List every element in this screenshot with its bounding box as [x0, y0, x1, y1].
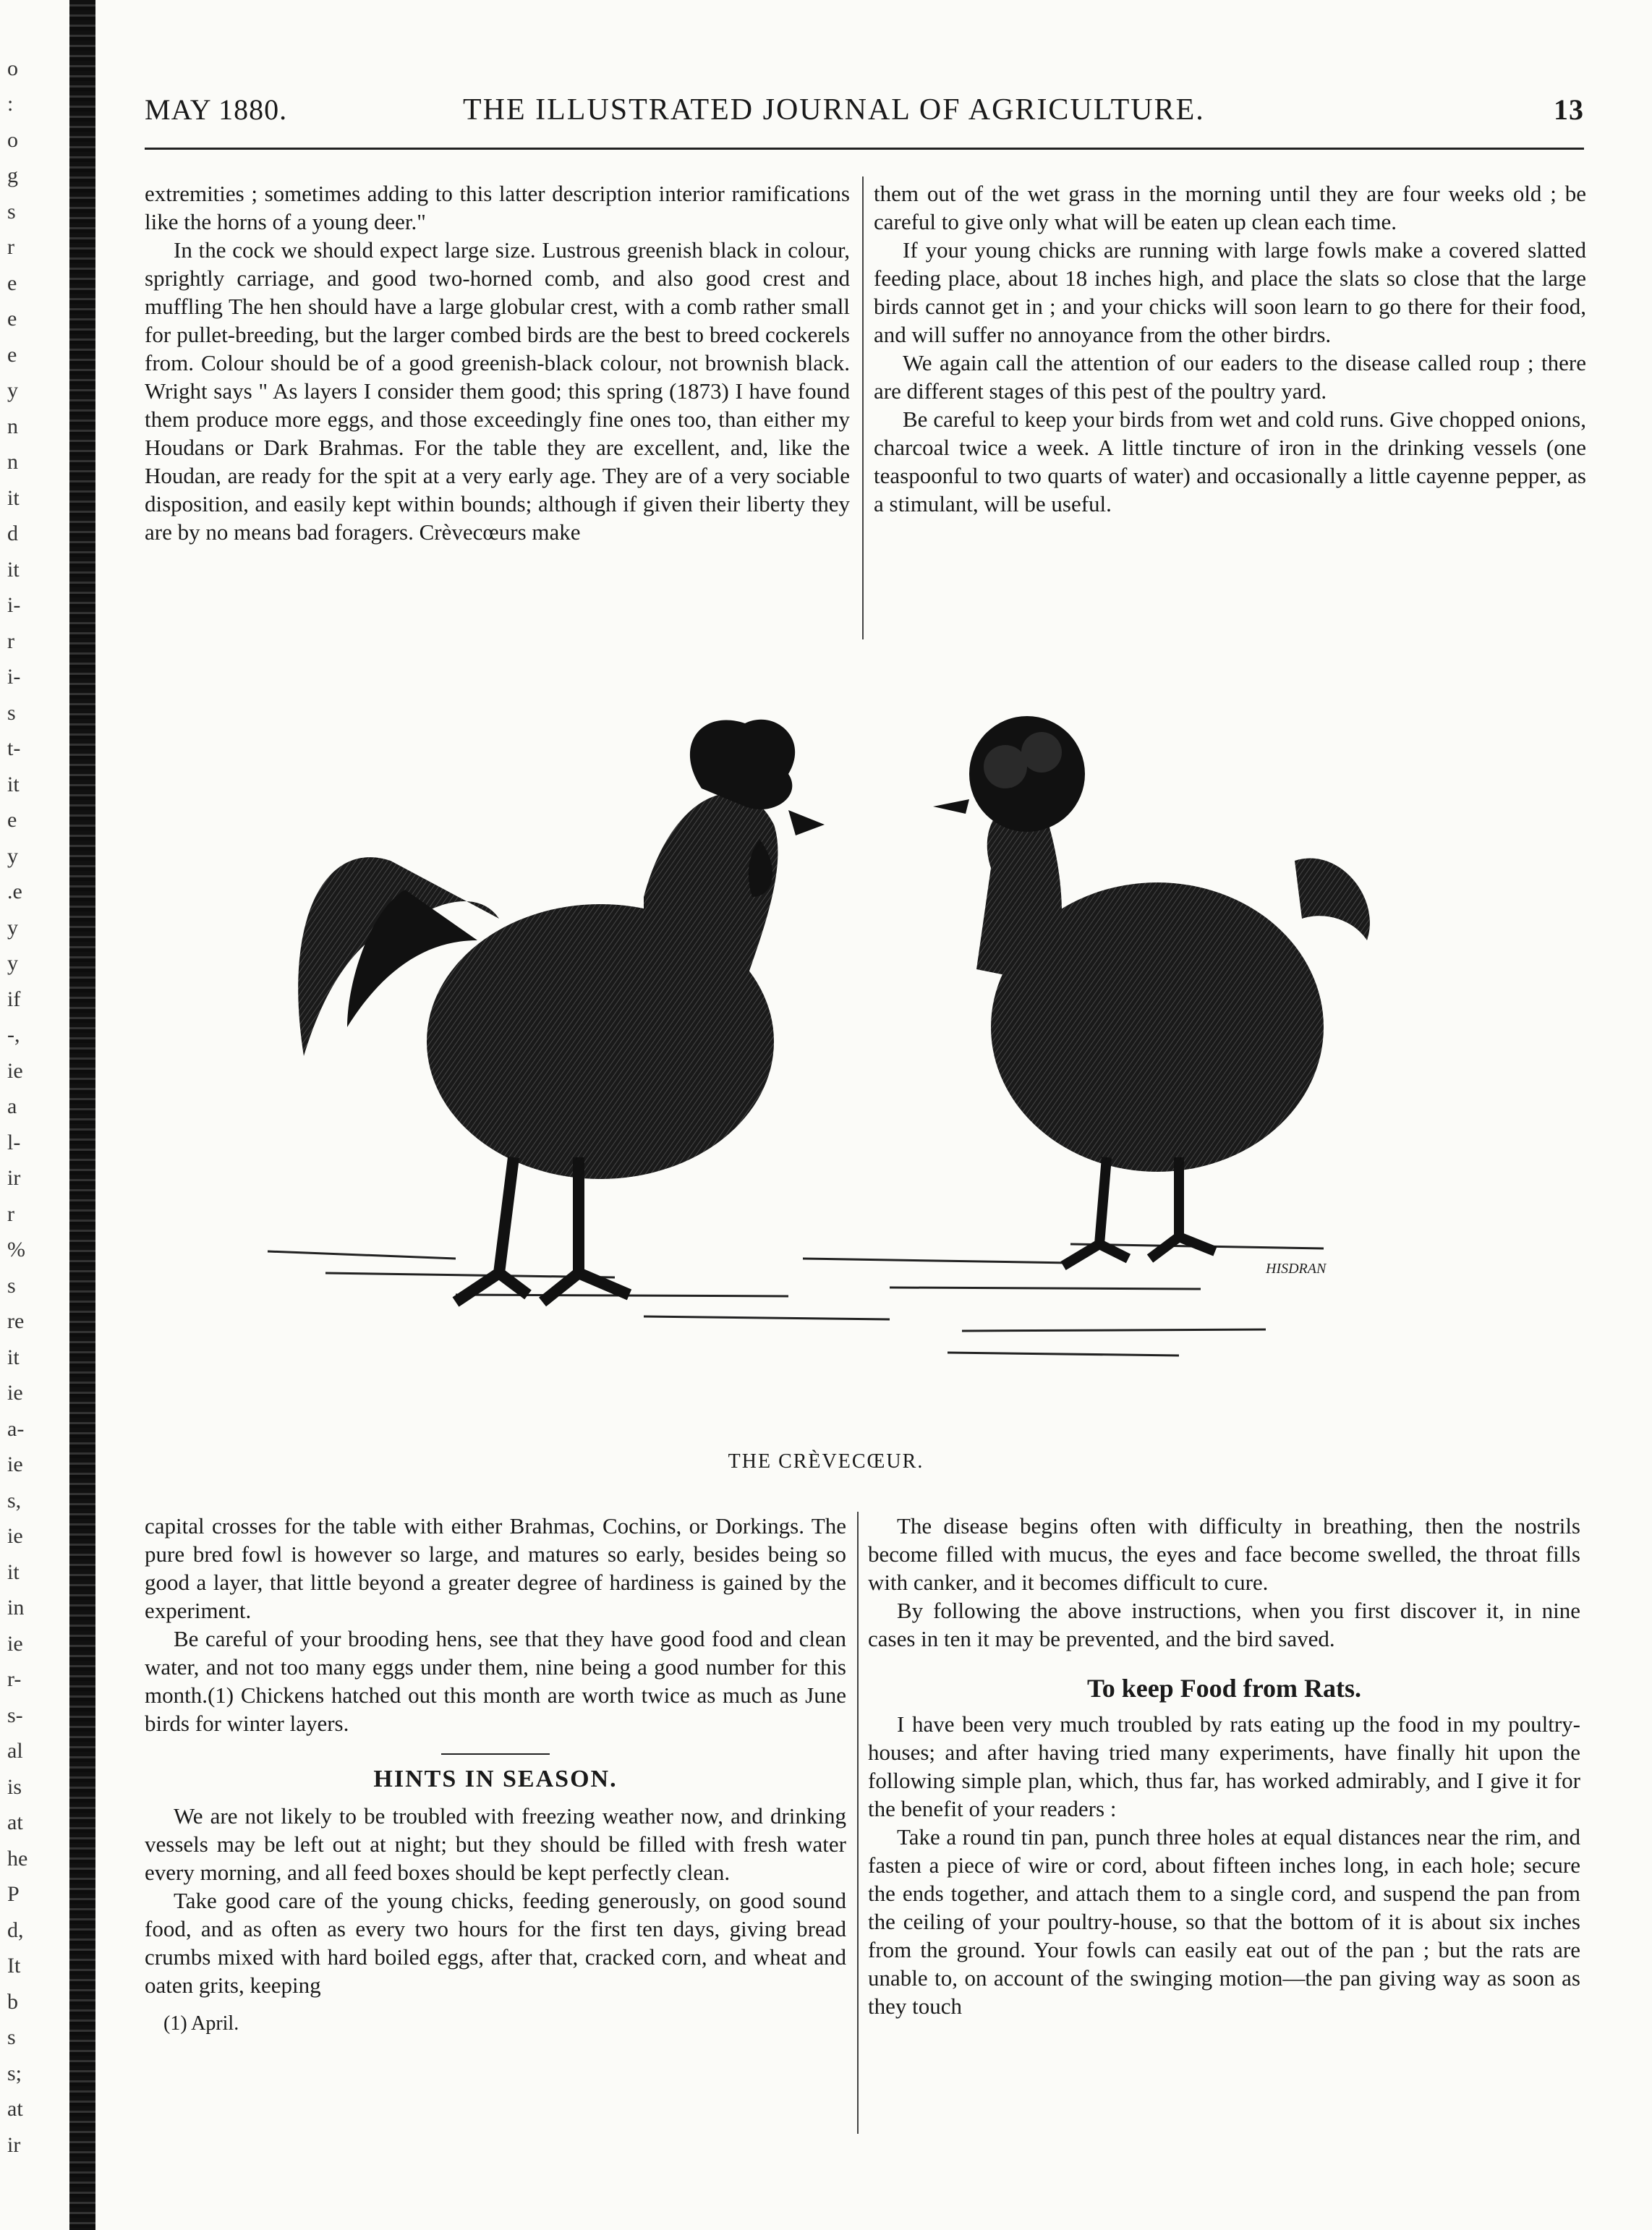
- column-divider: [857, 1512, 859, 2134]
- binding-fragment: %: [7, 1238, 25, 1262]
- binding-fragment: it: [7, 1345, 20, 1369]
- binding-fragment: d: [7, 522, 18, 546]
- binding-fragment: is: [7, 1774, 22, 1799]
- paragraph: I have been very much troubled by rats eating up the food in my poultry-houses; and after having tried many experiments, have finally hit upon the following simple plan, which, thus far, has worked admirably, and I give it for the benefit of your readers :: [868, 1711, 1580, 1821]
- binding-fragment: o: [7, 127, 18, 152]
- binding-fragment: y: [7, 843, 18, 868]
- section-rule: [441, 1753, 550, 1755]
- top-left-column: [145, 179, 850, 546]
- engraver-signature: HISDRAN: [1266, 1261, 1327, 1277]
- binding-fragment: at: [7, 2097, 23, 2122]
- binding-fragment: s: [7, 1273, 16, 1298]
- binding-fragment: e: [7, 271, 17, 295]
- binding-fragment: ir: [7, 2132, 21, 2157]
- journal-title: THE ILLUSTRATED JOURNAL OF AGRICULTURE.: [463, 93, 1205, 127]
- binding-fragment: if: [7, 987, 21, 1011]
- binding-fragment: It: [7, 1954, 21, 1978]
- paragraph: Take a round tin pan, punch three holes at equal distances near the rim, and fasten a piece of wire or cord, about fifteen inches long, in each hole; secure the ends together, and attach them to a single cord, and suspend the pan from the ceiling of your poultry-house, so that the bottom of it is about six inches from the ground. Your fowls can easily eat out of the pan ; but the rats are unable to, on account of the swinging motion—the pan giving way as soon as they touch: [868, 1824, 1580, 2019]
- binding-fragment: a: [7, 1094, 17, 1119]
- binding-fragment: P: [7, 1882, 20, 1907]
- binding-fragment: n: [7, 414, 18, 438]
- binding-fragment: it: [7, 772, 20, 796]
- binding-fragment: ie: [7, 1452, 23, 1477]
- binding-fragment: r: [7, 235, 14, 260]
- binding-fragment: t-: [7, 736, 21, 761]
- binding-fragment: s: [7, 2025, 16, 2050]
- page-number: 13: [1554, 93, 1584, 126]
- ground-hatching: [268, 1244, 1324, 1356]
- binding-fragment: .e: [7, 880, 22, 904]
- binding-fragment: r: [7, 1201, 14, 1226]
- running-header: [145, 93, 1584, 136]
- paragraph: In the cock we should expect large size. Lustrous greenish black in colour, sprightly carriage, and good two-horned comb, and also good crest and muffling The hen should have a large globular crest, with a comb rather small for pullet-breeding, but the larger combed birds are the best to breed cockerels from. Colour should be of a good greenish-black colour, not brownish black. Wright says " As layers I consider them good; this spring (1873) I have found them produce more eggs, and those exceedingly fine ones too, than either my Houdans or Dark Brahmas. For the table they are excellent, and, like the Houdan, are ready for the spit at a very early age. They are of a very sociable disposition, and easily kept within bounds; although if given their liberty they are by no means bad foragers. Crèvecœurs make: [145, 237, 850, 545]
- bottom-right-column: [868, 1512, 1580, 2020]
- binding-fragment: ie: [7, 1631, 23, 1656]
- section-heading-rats: To keep Food from Rats.: [1086, 1674, 1362, 1703]
- binding-fragment: e: [7, 342, 17, 367]
- binding-fragment: y: [7, 378, 18, 403]
- bottom-left-column: [145, 1512, 846, 2038]
- paragraph: We again call the attention of our eaders to the disease called roup ; there are different stages of this pest of the poultry yard.: [874, 350, 1586, 404]
- binding-fragment: in: [7, 1596, 25, 1620]
- binding-fragment: o: [7, 56, 18, 80]
- binding-fragment: i-: [7, 665, 21, 689]
- paragraph: Be careful to keep your birds from wet and cold runs. Give chopped onions, charcoal twice a week. A little tincture of iron in the drinking vessels (one teaspoonful to two quarts of water) and occasionally a little cayenne pepper, as a stimulant, will be useful.: [874, 407, 1586, 516]
- binding-fragment: re: [7, 1309, 25, 1334]
- header-rule: [145, 148, 1584, 150]
- binding-fragment: ie: [7, 1381, 23, 1405]
- rooster-and-hen-engraving: [239, 680, 1468, 1425]
- paragraph: By following the above instructions, when you first discover it, in nine cases in ten it may be prevented, and the bird saved.: [868, 1598, 1580, 1651]
- binding-fragment: g: [7, 163, 18, 188]
- paragraph: them out of the wet grass in the morning until they are four weeks old ; be careful to give only what will be eaten up clean each time.: [874, 181, 1586, 234]
- crevecoeur-illustration: [239, 680, 1468, 1425]
- hen-figure: [933, 716, 1370, 1266]
- column-divider: [862, 176, 864, 639]
- binding-fragment: e: [7, 808, 17, 833]
- paragraph: If your young chicks are running with large fowls make a covered slatted feeding place, about 18 inches high, and place the slats so close that the large birds cannot get in ; and your chicks will soon learn to go there for their food, and will suffer no annoyance from the other birdrs.: [874, 237, 1586, 347]
- paragraph: Take good care of the young chicks, feeding generously, on good sound food, and as often as every two hours for the first ten days, giving bread crumbs mixed with hard boiled eggs, after that, cracked corn, and wheat and oaten grits, keeping: [145, 1888, 846, 1998]
- binding-fragment: al: [7, 1739, 23, 1763]
- binding-fragment: -,: [7, 1023, 20, 1047]
- paragraph: extremities ; sometimes adding to this latter description interior ramifications like the horns of a young deer.": [145, 181, 850, 234]
- binding-fragment: l-: [7, 1130, 21, 1154]
- binding-fragment: s;: [7, 2061, 22, 2085]
- binding-fragment: it: [7, 1559, 20, 1584]
- binding-fragment: ie: [7, 1058, 23, 1083]
- binding-fragment: y: [7, 951, 18, 976]
- section-heading-hints-in-season: HINTS IN SEASON.: [373, 1766, 618, 1792]
- rooster-figure: [298, 720, 825, 1302]
- binding-fragment: at: [7, 1810, 23, 1835]
- binding-fragment: he: [7, 1846, 28, 1871]
- binding-fragment: r-: [7, 1667, 22, 1692]
- footnote: (1) April.: [163, 2012, 239, 2035]
- binding-fragment: it: [7, 557, 20, 582]
- binding-fragment: e: [7, 307, 17, 331]
- binding-fragment: it: [7, 485, 20, 510]
- figure-caption: THE CRÈVECŒUR.: [728, 1450, 924, 1473]
- binding-fragment: a-: [7, 1416, 25, 1441]
- binding-fragment: s-: [7, 1703, 23, 1727]
- top-right-column: [874, 179, 1586, 518]
- paragraph: We are not likely to be troubled with freezing weather now, and drinking vessels may be left out at night; but they should be filled with fresh water every morning, and all feed boxes should be kept perfectly clean.: [145, 1803, 846, 1885]
- binding-fragment: ir: [7, 1166, 21, 1191]
- paragraph: The disease begins often with difficulty in breathing, then the nostrils become filled with mucus, the eyes and face become swelled, the throat fills with canker, and it becomes difficult to cure.: [868, 1513, 1580, 1595]
- binding-fragment: :: [7, 92, 14, 116]
- binding-shadow: [69, 0, 95, 2230]
- binding-fragment: ie: [7, 1524, 23, 1549]
- binding-fragment: s: [7, 700, 16, 725]
- scan-binding-edge: [0, 0, 108, 2230]
- paragraph: capital crosses for the table with either Brahmas, Cochins, or Dorkings. The pure bred fowl is however so large, and matures so early, besides being so good a layer, that little beyond a greater degree of hardiness is gained by the experiment.: [145, 1513, 846, 1623]
- binding-fragment: r: [7, 629, 14, 653]
- issue-date: MAY 1880.: [145, 93, 288, 126]
- binding-fragment: n: [7, 450, 18, 474]
- binding-fragment: d,: [7, 1918, 24, 1942]
- binding-fragment: y: [7, 915, 18, 940]
- binding-fragment: s,: [7, 1488, 22, 1512]
- paragraph: Be careful of your brooding hens, see that they have good food and clean water, and not too many eggs under them, nine being a good number for this month.(1) Chickens hatched out this month are worth twice as much as June birds for winter layers.: [145, 1626, 846, 1736]
- binding-fragment: s: [7, 199, 16, 224]
- binding-fragment: i-: [7, 593, 21, 618]
- binding-fragment: b: [7, 1989, 18, 2014]
